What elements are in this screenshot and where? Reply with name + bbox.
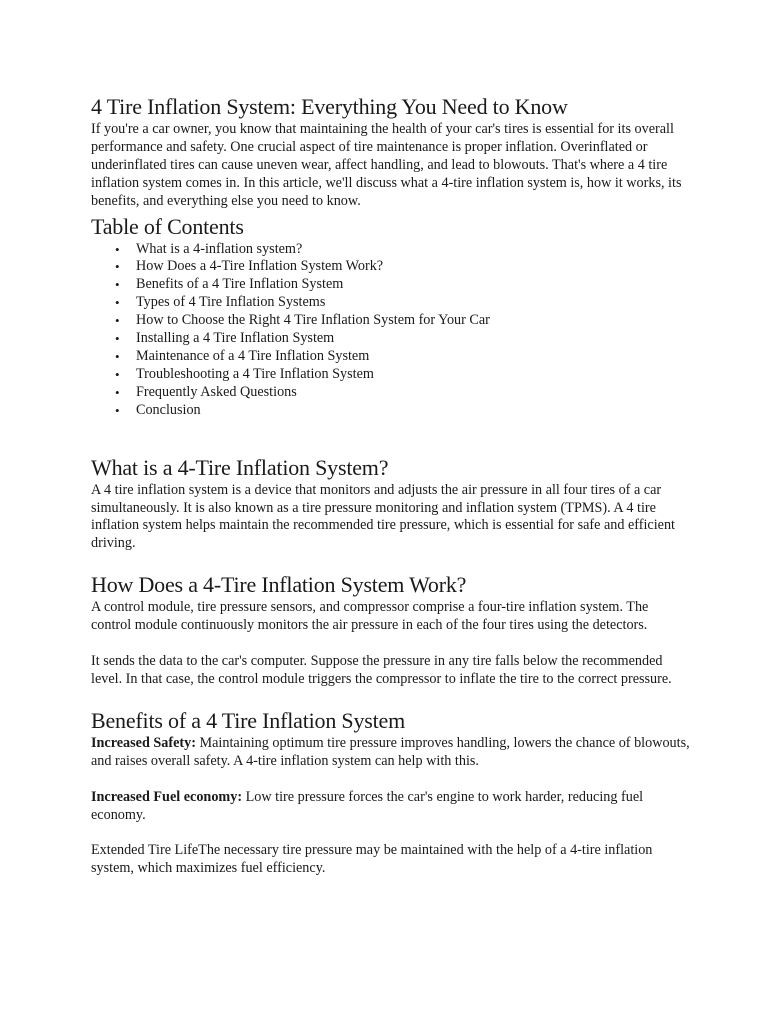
benefit-fuel-paragraph xyxy=(91,789,691,825)
benefit-fuel-text: Low tire pressure forces the car's engine to work harder, reducing fuel economy. xyxy=(91,788,644,823)
benefit-tire-life-paragraph: Extended Tire LifeThe necessary tire pressure may be maintained with the help of a 4-tire inflation system, which maximizes fuel efficiency. xyxy=(91,842,653,877)
page-title: 4 Tire Inflation System: Everything You Need to Know xyxy=(91,94,568,119)
benefit-fuel-label: Increased Fuel economy: xyxy=(91,788,243,805)
section-heading-how: How Does a 4-Tire Inflation System Work? xyxy=(91,572,467,598)
section-how-paragraph-2: It sends the data to the car's computer. Suppose the pressure in any tire falls below the recommended level. In that case, the control module triggers the compressor to inflate the tire to the correct pressure. xyxy=(91,653,672,687)
toc-item: • Troubleshooting a 4 Tire Inflation System xyxy=(91,366,691,384)
document-page xyxy=(91,93,691,878)
toc-item: • How Does a 4-Tire Inflation System Work? xyxy=(91,258,691,276)
toc-item: • Maintenance of a 4 Tire Inflation System xyxy=(91,348,691,366)
toc-item: • Installing a 4 Tire Inflation System xyxy=(91,330,691,348)
intro-paragraph: If you're a car owner, you know that maintaining the health of your car's tires is essential for its overall performance and safety. One crucial aspect of tire maintenance is proper inflation. Overinflated or underinflated tires can cause uneven wear, affect handling, and lead to blowouts. That's where a 4 tire inflation system comes in. In this article, we'll discuss what a 4-tire inflation system is, how it works, its benefits, and everything else you need to know. xyxy=(91,121,682,209)
benefit-safety-paragraph xyxy=(91,735,691,771)
benefit-safety-label: Increased Safety: xyxy=(91,734,196,751)
section-heading-benefits: Benefits of a 4 Tire Inflation System xyxy=(91,707,406,733)
toc-heading: Table of Contents xyxy=(91,213,244,239)
toc-item: • Conclusion xyxy=(91,402,691,420)
table-of-contents xyxy=(91,241,691,420)
toc-item: • Benefits of a 4 Tire Inflation System xyxy=(91,276,691,294)
benefit-safety-text: Maintaining optimum tire pressure improves handling, lowers the chance of blowouts, and raises overall safety. A 4-tire inflation system can help with this. xyxy=(91,734,690,769)
section-heading-what: What is a 4-Tire Inflation System? xyxy=(91,454,389,480)
section-how-paragraph-1: A control module, tire pressure sensors, and compressor comprise a four-tire inflation system. The control module continuously monitors the air pressure in each of the four tires using the detectors. xyxy=(91,599,649,634)
section-what-paragraph: A 4 tire inflation system is a device that monitors and adjusts the air pressure in all four tires of a car simultaneously. It is also known as a tire pressure monitoring and inflation system (TPMS). A 4 tire inflation system helps maintain the recommended tire pressure, which is essential for safe and efficient driving. xyxy=(91,481,676,552)
toc-item: • What is a 4-inflation system? xyxy=(91,241,691,259)
toc-item: • Frequently Asked Questions xyxy=(91,384,691,402)
toc-item: • Types of 4 Tire Inflation Systems xyxy=(91,294,691,312)
toc-item: • How to Choose the Right 4 Tire Inflation System for Your Car xyxy=(91,312,691,330)
